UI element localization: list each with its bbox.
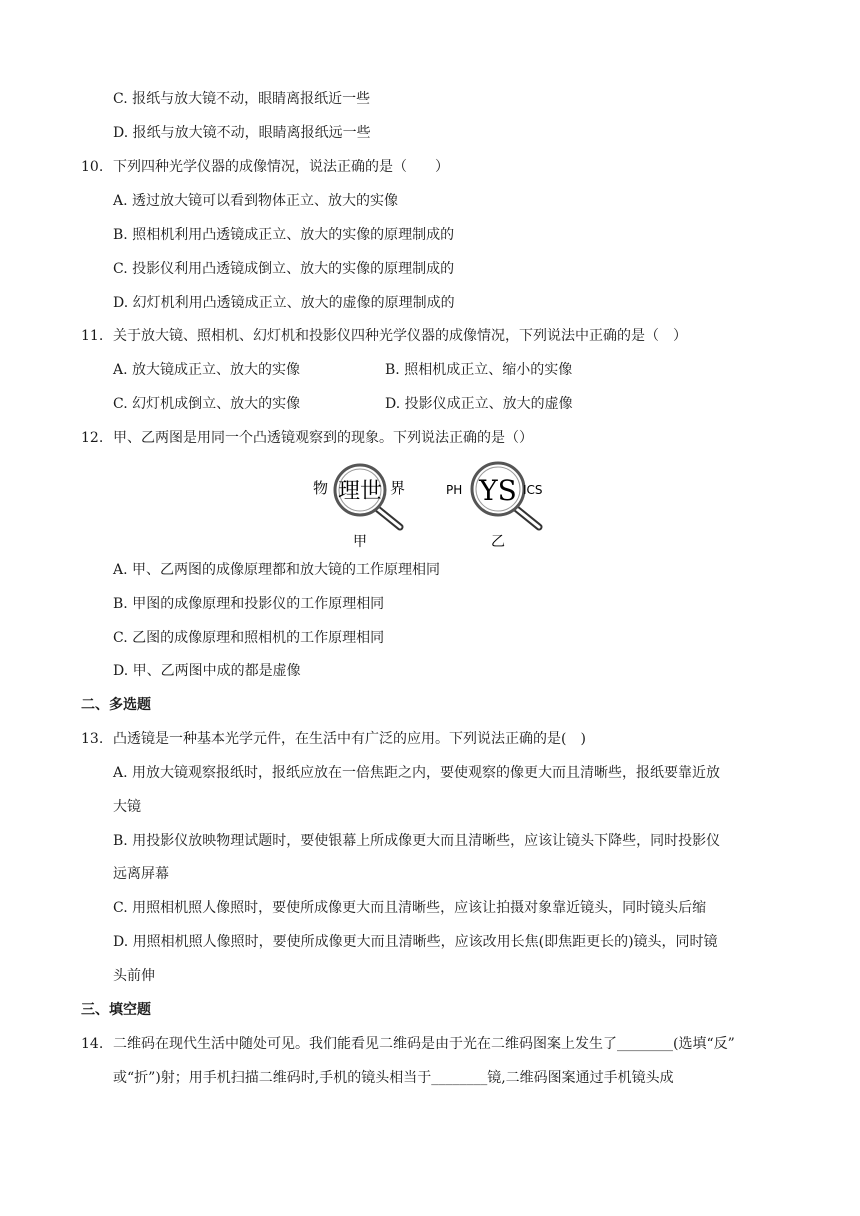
fig-right-lens-text: YS bbox=[479, 474, 517, 507]
fig-right-text-2: ICS bbox=[523, 483, 543, 497]
q13-option-d: D. 用照相机照人像照时，要使所成像更大而且清晰些，应该改用长焦(即焦距更长的)镜头，同时镜 bbox=[113, 934, 718, 950]
fig-left-text-1: 物 bbox=[313, 479, 329, 497]
q12-option-b: B. 甲图的成像原理和投影仪的工作原理相同 bbox=[113, 596, 385, 612]
q9-option-c: C. 报纸与放大镜不动，眼睛离报纸近一些 bbox=[113, 91, 371, 107]
q9-option-d: D. 报纸与放大镜不动，眼睛离报纸远一些 bbox=[113, 125, 371, 141]
q11-option-c: C. 幻灯机成倒立、放大的实像 bbox=[113, 396, 301, 412]
question-number: 13. bbox=[81, 731, 104, 747]
q13-option-a: A. 用放大镜观察报纸时，报纸应放在一倍焦距之内，要使观察的像更大而且清晰些，报纸要靠近放 bbox=[113, 765, 721, 781]
q12-option-a: A. 甲、乙两图的成像原理都和放大镜的工作原理相同 bbox=[113, 562, 441, 578]
fig-right-text-1: PH bbox=[446, 483, 463, 497]
q10-option-c: C. 投影仪利用凸透镜成倒立、放大的实像的原理制成的 bbox=[113, 261, 455, 277]
magnifier-figure bbox=[310, 454, 555, 554]
question-10-stem: 下列四种光学仪器的成像情况，说法正确的是（ ） bbox=[113, 159, 449, 175]
q12-option-d: D. 甲、乙两图中成的都是虚像 bbox=[113, 663, 301, 679]
fig-left-text-2: 界 bbox=[390, 479, 406, 497]
q13-option-b: B. 用投影仪放映物理试题时，要使银幕上所成像更大而且清晰些，应该让镜头下降些，同时投影仪 bbox=[113, 833, 721, 849]
magnifier-illustration bbox=[310, 454, 555, 554]
q13-option-d-cont: 头前伸 bbox=[113, 968, 155, 984]
question-number: 10. bbox=[81, 159, 104, 175]
section-heading: 二、多选题 bbox=[81, 697, 151, 713]
question-12-stem: 甲、乙两图是用同一个凸透镜观察到的现象。下列说法正确的是（） bbox=[113, 430, 533, 446]
q12-option-c: C. 乙图的成像原理和照相机的工作原理相同 bbox=[113, 630, 385, 646]
question-13-stem: 凸透镜是一种基本光学元件，在生活中有广泛的应用。下列说法正确的是( ) bbox=[113, 731, 586, 747]
q13-option-b-cont: 远离屏幕 bbox=[113, 866, 169, 882]
q11-option-d: D. 投影仪成正立、放大的虚像 bbox=[385, 396, 573, 412]
q11-option-b: B. 照相机成正立、缩小的实像 bbox=[385, 362, 573, 378]
q10-option-a: A. 透过放大镜可以看到物体正立、放大的实像 bbox=[113, 193, 399, 209]
fig-left-lens-text: 理世 bbox=[337, 479, 383, 504]
q10-option-d: D. 幻灯机利用凸透镜成正立、放大的虚像的原理制成的 bbox=[113, 295, 455, 311]
question-number: 11. bbox=[81, 328, 104, 344]
q13-option-c: C. 用照相机照人像照时，要使所成像更大而且清晰些，应该让拍摄对象靠近镜头，同时镜头后缩 bbox=[113, 900, 707, 916]
q11-option-a: A. 放大镜成正立、放大的实像 bbox=[113, 362, 301, 378]
question-11-stem: 关于放大镜、照相机、幻灯机和投影仪四种光学仪器的成像情况，下列说法中正确的是（ ） bbox=[113, 328, 687, 344]
q13-option-a-cont: 大镜 bbox=[113, 799, 141, 815]
question-number: 12. bbox=[81, 430, 104, 446]
q10-option-b: B. 照相机利用凸透镜成正立、放大的实像的原理制成的 bbox=[113, 227, 455, 243]
question-14-stem: 二维码在现代生活中随处可见。我们能看见二维码是由于光在二维码图案上发生了________(选填“反” bbox=[113, 1036, 735, 1052]
fig-left-caption: 甲 bbox=[353, 534, 367, 550]
question-14-stem-cont: 或“折”)射；用手机扫描二维码时,手机的镜头相当于________镜,二维码图案通过手机镜头成 bbox=[113, 1070, 674, 1086]
question-number: 14. bbox=[81, 1036, 104, 1052]
fig-right-caption: 乙 bbox=[491, 534, 505, 550]
section-heading: 三、填空题 bbox=[81, 1002, 151, 1018]
